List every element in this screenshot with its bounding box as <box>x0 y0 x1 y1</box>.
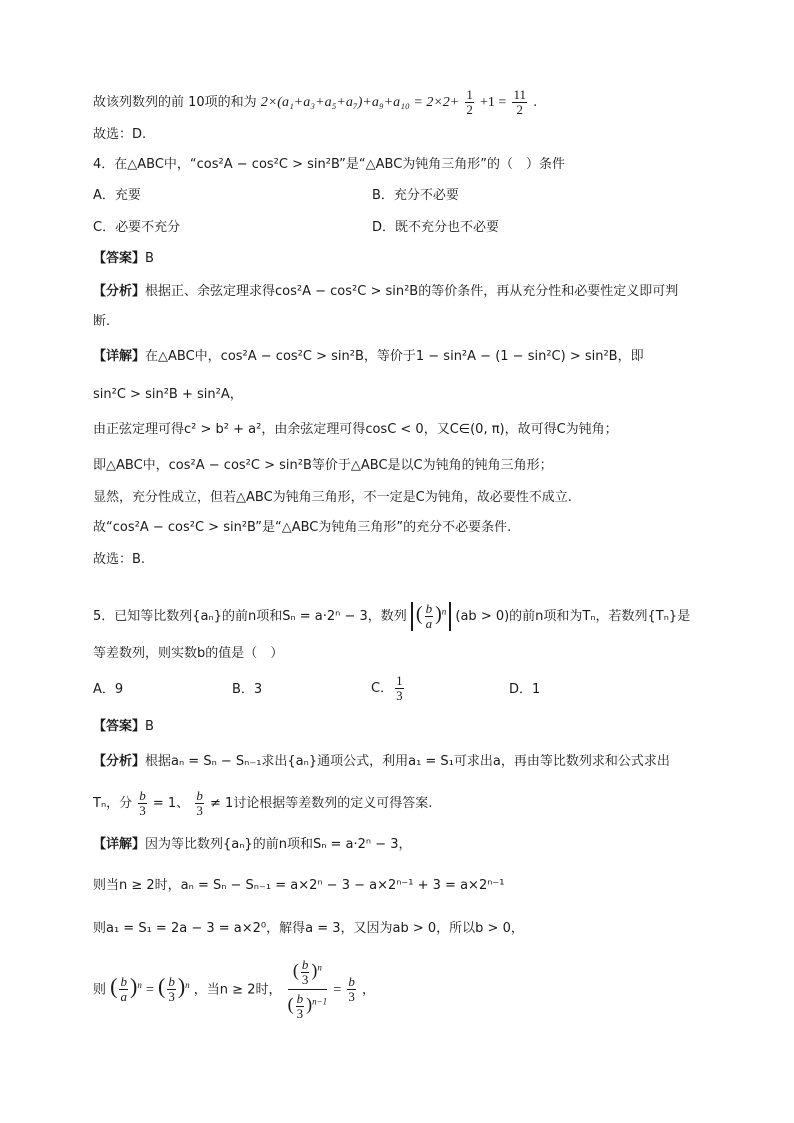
q4-analysis-1: 【分析】根据正、余弦定理求得cos²A − cos²C > sin²B的等价条件，再从充分性和必要性定义即可判 <box>93 284 679 299</box>
question-5-line-2: 等差数列，则实数b的值是（ ） <box>93 646 284 661</box>
q4-choice-d: D．既不充分也不必要 <box>372 220 500 235</box>
q4-choice-a: A．充要 <box>93 188 141 203</box>
analysis-tag: 【分析】 <box>93 284 146 299</box>
q5-analysis-2: Tₙ，分 $\frac{b}{3}$ = 1、 $\frac{b}{3}$ ≠ 1讨论根据等差数列的定义可得答案. <box>93 788 433 818</box>
q4-detail-6: 故“cos²A − cos²C > sin²B”是“△ABC为钝角三角形”的充分不必要条件. <box>93 520 512 535</box>
q5-choice-a: A．9 <box>93 682 124 697</box>
q5-detail-3: 则a₁ = S₁ = 2a − 3 = a×2⁰，解得a = 3，又因为ab > 0，所以b > 0， <box>93 921 524 936</box>
sum-text: 故该列数列的前 10项的和为 <box>93 95 257 110</box>
sequence-brace: ( $\frac{b}{a}$ )$^n$ <box>411 602 451 631</box>
q4-selection: 故选：B. <box>93 552 146 567</box>
q4-analysis-2: 断. <box>93 314 111 329</box>
sum-mid: +1 = <box>480 95 507 110</box>
sum-conclusion-line: 故该列数列的前 10项的和为 2×(a₁+a₃+a₅+a₇)+a₉+a₁₀ = 2×2+ $\frac{1}{2}$ +1 = $\frac{11}{2}$ . <box>93 87 538 117</box>
q5-choice-d: D．1 <box>509 682 541 697</box>
sum-expression: 2×(a₁+a₃+a₅+a₇)+a₉+a₁₀ = 2×2+ <box>260 95 460 110</box>
fraction-result: $\frac{11}{2}$ <box>513 87 526 117</box>
q5-answer: 【答案】B <box>93 719 154 734</box>
question-4-stem: 4．在△ABC中，“cos²A − cos²C > sin²B”是“△ABC为钝角三角形”的（ ）条件 <box>93 157 566 172</box>
q4-detail-1: 【详解】在△ABC中，cos²A − cos²C > sin²B，等价于1 − sin²A − (1 − sin²C) > sin²B，即 <box>93 349 644 364</box>
ratio-fraction: ( $\frac{b}{3}$ )$^n$ ( $\frac{b}{3}$ )$^{n-1}$ <box>287 957 328 1022</box>
answer-tag: 【答案】 <box>93 251 146 266</box>
q4-detail-3: 由正弦定理可得c² > b² + a²，由余弦定理可得cosC < 0，又C∈(0, π)，故可得C为钝角； <box>93 422 618 437</box>
q4-detail-5: 显然，充分性成立，但若△ABC为钝角三角形，不一定是C为钝角，故必要性不成立. <box>93 490 572 505</box>
fraction-half: $\frac{1}{2}$ <box>466 87 473 117</box>
selection-d: 故选：D. <box>93 127 147 142</box>
question-5-stem: 5．已知等比数列{aₙ}的前n项和Sₙ = a·2ⁿ − 3，数列 ( $\frac{b}{a}$ )$^n$ (ab > 0)的前n项和为Tₙ，若数列{Tₙ}是 <box>93 601 691 631</box>
q5-analysis-1: 【分析】根据aₙ = Sₙ − Sₙ₋₁求出{aₙ}通项公式，利用a₁ = S₁可求出a，再由等比数列求和公式求出 <box>93 754 670 769</box>
q5-detail-1: 【详解】因为等比数列{aₙ}的前n项和Sₙ = a·2ⁿ − 3， <box>93 837 412 852</box>
q4-answer: 【答案】B <box>93 251 154 266</box>
detail-tag: 【详解】 <box>93 349 146 364</box>
q4-detail-2: sin²C > sin²B + sin²A， <box>93 387 243 402</box>
q4-choice-b: B．充分不必要 <box>372 188 459 203</box>
q5-detail-2: 则当n ≥ 2时，aₙ = Sₙ − Sₙ₋₁ = a×2ⁿ − 3 − a×2ⁿ⁻¹ + 3 = a×2ⁿ⁻¹ <box>93 878 505 893</box>
q4-choice-c: C．必要不充分 <box>93 220 181 235</box>
q5-choice-b: B．3 <box>232 682 263 697</box>
q5-choice-c: C． $\frac{1}{3}$ <box>371 673 403 703</box>
q5-detail-4: 则 ( $\frac{b}{a}$ )$^n$ = ( $\frac{b}{3}$ )$^n$ ，当n ≥ 2时， ( $\frac{b}{3}$ )$^n$ ( $\frac{b}{3}$ )$^{n-1}$ = $\frac{b}{3}$ ， <box>93 957 376 1022</box>
q4-detail-4: 即△ABC中，cos²A − cos²C > sin²B等价于△ABC是以C为钝角的钝角三角形； <box>93 458 553 473</box>
